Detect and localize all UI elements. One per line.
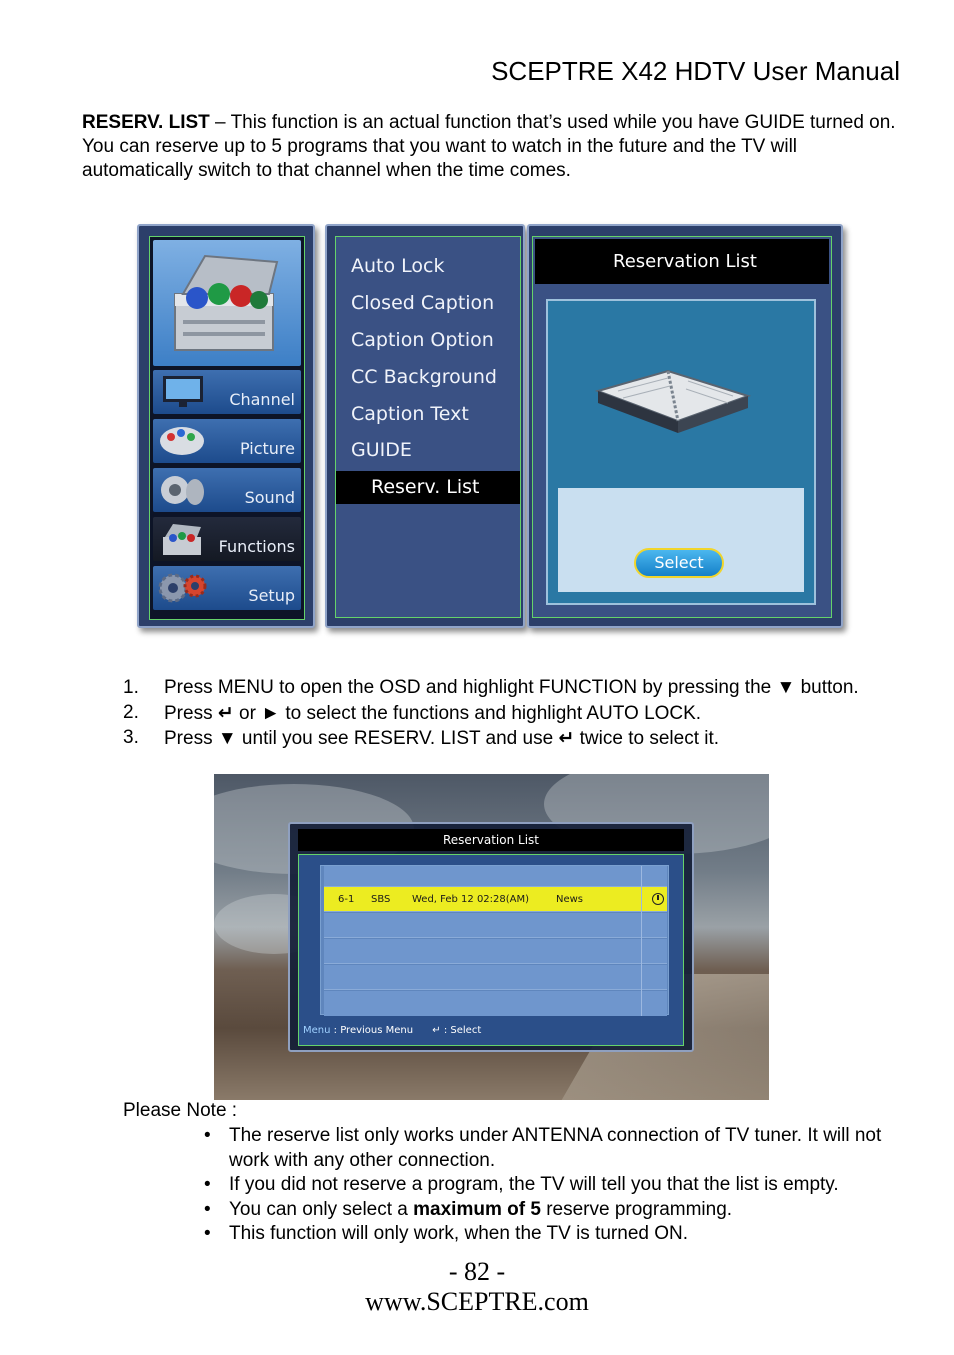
category-channel[interactable] xyxy=(153,370,301,414)
category-sound[interactable] xyxy=(153,468,301,512)
submenu-item-guide[interactable]: GUIDE xyxy=(351,439,412,461)
reservation-panel xyxy=(527,224,843,628)
table-row[interactable] xyxy=(324,913,667,938)
palette-icon xyxy=(157,423,207,459)
step-text: or ► to select the functions and highlight AUTO LOCK. xyxy=(233,702,702,724)
reservation-station: SBS xyxy=(371,894,391,905)
category-label: Channel xyxy=(229,390,295,409)
reservation-program: News xyxy=(556,894,584,905)
step-item xyxy=(123,676,863,701)
menu-key: Menu xyxy=(303,1025,331,1036)
step-number: 3. xyxy=(123,727,139,748)
panel-title: Reservation List xyxy=(535,239,829,284)
dialog-footer xyxy=(299,1020,683,1042)
category-label: Sound xyxy=(244,488,295,507)
step-item xyxy=(123,701,863,727)
tv-icon xyxy=(157,374,207,410)
step-item xyxy=(123,726,863,752)
category-panel xyxy=(137,224,315,628)
enter-icon: ↵ xyxy=(432,1025,441,1036)
enter-icon: ↵ xyxy=(217,701,234,724)
table-row[interactable] xyxy=(324,991,667,1016)
steps-list xyxy=(123,676,863,752)
submenu-item-auto-lock[interactable]: Auto Lock xyxy=(351,255,445,277)
reservation-datetime: Wed, Feb 12 02:28(AM) xyxy=(412,894,530,905)
page-number: - 82 - xyxy=(448,1257,506,1286)
reservation-dialog xyxy=(288,822,694,1052)
category-label: Setup xyxy=(248,586,295,605)
list-item: • If you did not reserve a program, the TV will tell you that the list is empty. xyxy=(204,1174,839,1195)
dialog-title: Reservation List xyxy=(298,829,684,851)
category-label: Functions xyxy=(218,537,295,556)
submenu-item-caption-option[interactable]: Caption Option xyxy=(351,329,494,351)
select-button[interactable]: Select xyxy=(634,548,724,578)
speaker-icon xyxy=(157,472,207,508)
submenu-item-closed-caption[interactable]: Closed Caption xyxy=(351,292,495,314)
list-item: • You can only select a maximum of 5 reserve programming. xyxy=(204,1198,733,1220)
osd-menu-screenshot xyxy=(137,224,847,634)
note-bullets xyxy=(204,1124,904,1247)
step-number: 2. xyxy=(123,701,139,723)
book-icon xyxy=(588,351,758,451)
step-number: 1. xyxy=(123,677,139,698)
table-header-row xyxy=(324,866,667,887)
step-text: twice to select it. xyxy=(574,728,720,749)
category-functions[interactable] xyxy=(153,517,301,561)
reservation-table xyxy=(320,865,669,1015)
step-text: Press xyxy=(164,702,218,724)
enter-action: : Select xyxy=(440,1025,482,1036)
intro-paragraph xyxy=(82,111,902,183)
submenu-item-caption-text[interactable]: Caption Text xyxy=(351,403,469,425)
table-row[interactable] xyxy=(324,887,667,912)
menu-action: : Previous Menu xyxy=(330,1025,414,1036)
enter-icon: ↵ xyxy=(558,727,575,749)
gears-icon xyxy=(157,570,207,606)
toolbox-small-icon xyxy=(157,521,207,557)
list-item: • This function will only work, when the TV is turned ON. xyxy=(204,1223,689,1244)
clock-icon xyxy=(652,893,664,905)
category-picture[interactable] xyxy=(153,419,301,463)
submenu-item-cc-background[interactable]: CC Background xyxy=(351,366,497,388)
note-label: Please Note : xyxy=(123,1100,238,1121)
intro-term: RESERV. LIST xyxy=(82,112,210,133)
table-row[interactable] xyxy=(324,965,667,990)
page-header-title: SCEPTRE X42 HDTV User Manual xyxy=(491,56,900,86)
table-row[interactable] xyxy=(324,939,667,964)
step-text: Press ▼ until you see RESERV. LIST and use xyxy=(164,728,559,749)
step-text: Press MENU to open the OSD and highlight FUNCTION by pressing the ▼ button. xyxy=(164,677,859,698)
submenu-panel xyxy=(325,224,525,628)
reservation-channel: 6-1 xyxy=(338,894,355,905)
list-item: • The reserve list only works under ANTENNA connection of TV tuner. It will not work with any other connection. xyxy=(204,1125,882,1171)
reservation-list-screenshot xyxy=(214,774,769,1100)
toolbox-icon xyxy=(153,240,301,366)
category-setup[interactable] xyxy=(153,566,301,610)
website-link[interactable]: www.SCEPTRE.com xyxy=(365,1287,589,1316)
intro-text: – This function is an actual function that’s used while you have GUIDE turned on. You can reserve up to 5 programs that you want to watch in the future and the TV will automatically switch to that channel when the time comes. xyxy=(82,112,896,181)
submenu-item-reserv-list[interactable]: Reserv. List xyxy=(336,471,520,504)
category-label: Picture xyxy=(239,439,295,458)
